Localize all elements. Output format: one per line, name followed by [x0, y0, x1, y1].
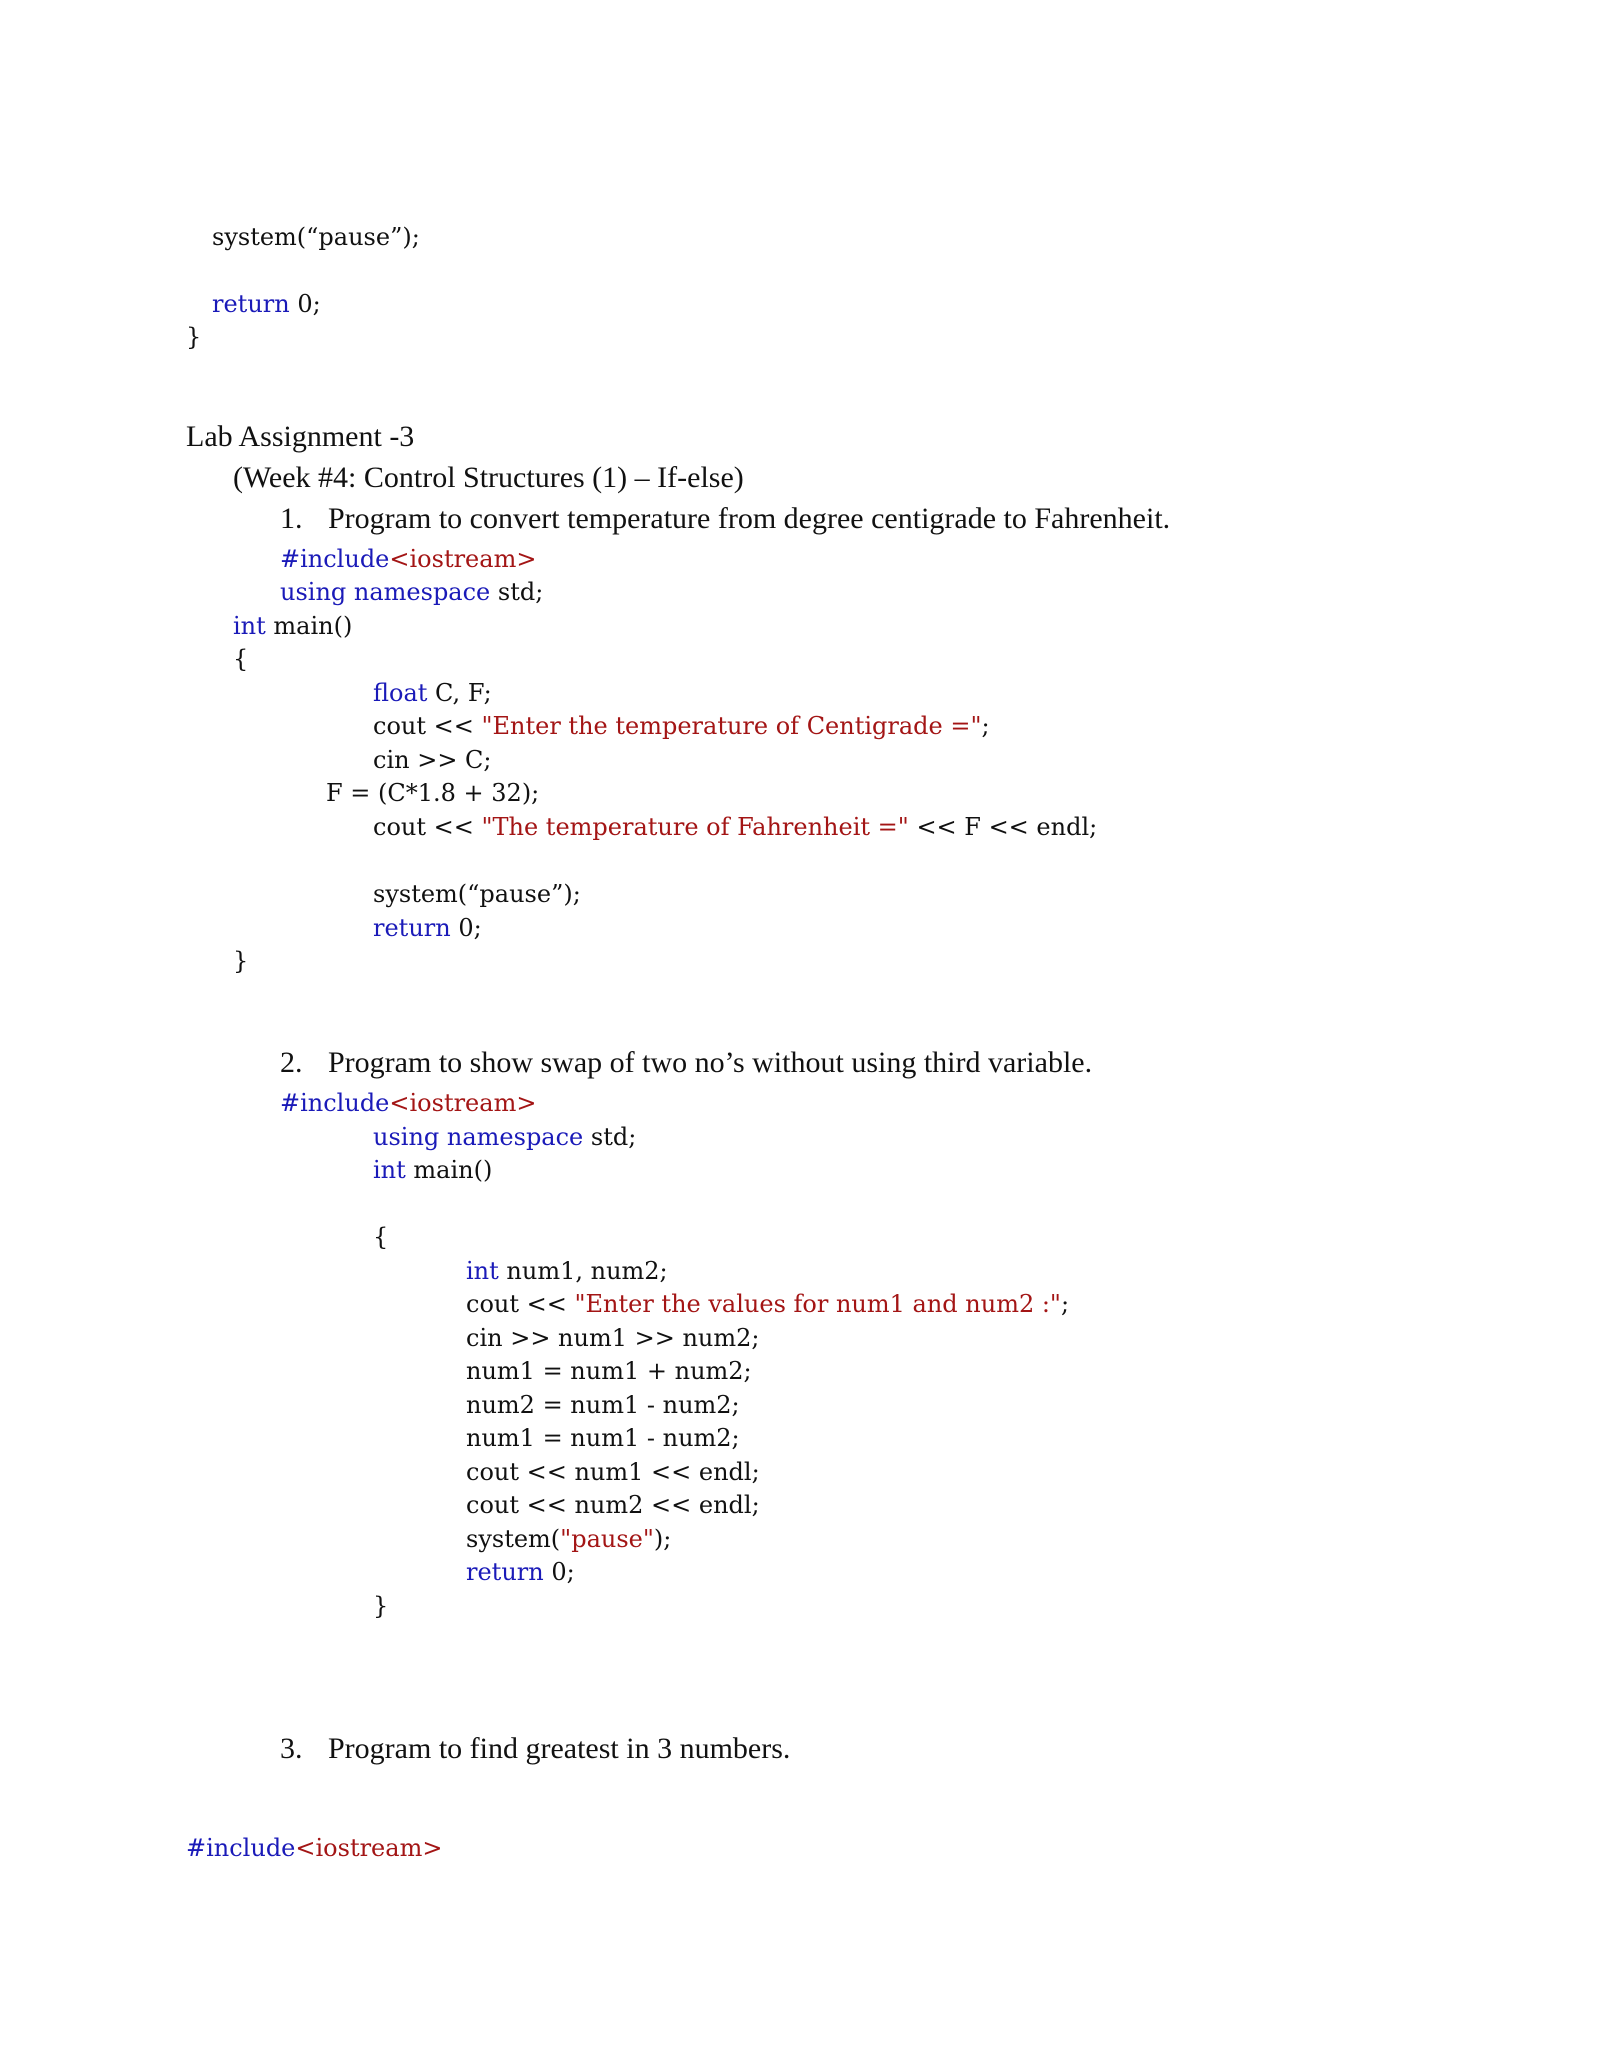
code-line: [373, 1122, 636, 1152]
code-line: [466, 1356, 752, 1386]
include-library: <iostream>: [389, 1089, 537, 1117]
keyword-using: using namespace: [373, 1123, 584, 1151]
code-text: );: [653, 1525, 672, 1553]
code-line: [233, 946, 248, 976]
code-text: num1 = num1 - num2;: [466, 1424, 740, 1452]
list-item: [280, 501, 1170, 537]
code-text: std;: [490, 578, 544, 606]
code-line: [466, 1289, 1069, 1319]
keyword-include: #include: [280, 1089, 390, 1117]
code-line: [373, 745, 492, 775]
string-literal: "Enter the values for num1 and num2 :": [574, 1290, 1061, 1318]
code-text: cout <<: [373, 813, 482, 841]
list-number: 2.: [280, 1046, 303, 1079]
code-text: F = (C*1.8 + 32);: [326, 779, 540, 807]
code-line: [233, 644, 248, 674]
code-text: 0;: [450, 914, 482, 942]
lab-title: Lab Assignment -3: [186, 420, 415, 453]
list-item-title: Program to find greatest in 3 numbers.: [328, 1732, 791, 1765]
code-line: [466, 1490, 760, 1520]
code-line: [373, 1155, 492, 1185]
code-text: main(): [265, 612, 353, 640]
code-text: system(“pause”);: [373, 880, 581, 908]
keyword-include: #include: [280, 545, 390, 573]
code-text: }: [186, 323, 202, 351]
string-literal: "Enter the temperature of Centigrade =": [481, 712, 982, 740]
list-item: [280, 1045, 1092, 1081]
code-text: system(: [466, 1525, 561, 1553]
code-text: ;: [981, 712, 990, 740]
code-line: [212, 222, 420, 252]
code-text: num2 = num1 - num2;: [466, 1391, 740, 1419]
list-item: [280, 1731, 790, 1767]
keyword-float: float: [373, 679, 428, 707]
code-line: [466, 1524, 671, 1554]
list-item-title: Program to convert temperature from degree centigrade to Fahrenheit.: [328, 502, 1171, 535]
code-text: << F << endl;: [908, 813, 1098, 841]
keyword-int: int: [466, 1257, 499, 1285]
keyword-using: using namespace: [280, 578, 491, 606]
code-text: }: [373, 1592, 389, 1620]
code-line: [373, 1222, 388, 1252]
list-item-title: Program to show swap of two no’s without using third variable.: [328, 1046, 1093, 1079]
code-line: [280, 544, 536, 574]
code-line: [466, 1557, 575, 1587]
code-text: C, F;: [427, 679, 492, 707]
code-text: {: [373, 1223, 389, 1251]
string-literal: "pause": [560, 1525, 654, 1553]
code-line: [373, 1591, 388, 1621]
code-text: main(): [405, 1156, 493, 1184]
code-text: }: [233, 947, 249, 975]
code-text: cout <<: [466, 1290, 575, 1318]
code-text: std;: [583, 1123, 637, 1151]
code-line: [186, 1833, 442, 1863]
code-line: [233, 611, 352, 641]
keyword-include: #include: [186, 1834, 296, 1862]
code-line: [373, 678, 492, 708]
keyword-return: return: [466, 1558, 544, 1586]
code-text: cout << num1 << endl;: [466, 1458, 760, 1486]
code-line: [212, 289, 321, 319]
code-text: {: [233, 645, 249, 673]
code-line: [373, 711, 990, 741]
keyword-int: int: [373, 1156, 406, 1184]
code-line: [373, 812, 1097, 842]
list-number: 1.: [280, 502, 303, 535]
code-text: 0;: [289, 290, 321, 318]
string-literal: "The temperature of Fahrenheit =": [481, 813, 909, 841]
lab-subtitle: (Week #4: Control Structures (1) – If-else): [233, 461, 744, 494]
code-text: cin >> C;: [373, 746, 492, 774]
code-line: [280, 577, 543, 607]
code-line: [373, 913, 482, 943]
code-text: system(“pause”);: [212, 223, 420, 251]
include-library: <iostream>: [295, 1834, 443, 1862]
code-text: num1 = num1 + num2;: [466, 1357, 752, 1385]
code-line: [466, 1457, 760, 1487]
code-text: 0;: [543, 1558, 575, 1586]
code-text: cout <<: [373, 712, 482, 740]
keyword-return: return: [373, 914, 451, 942]
code-line: [280, 1088, 536, 1118]
code-line: [466, 1256, 668, 1286]
code-line: [326, 778, 539, 808]
code-line: [373, 879, 581, 909]
code-line: [466, 1323, 760, 1353]
code-text: num1, num2;: [498, 1257, 668, 1285]
keyword-return: return: [212, 290, 290, 318]
include-library: <iostream>: [389, 545, 537, 573]
code-line: [186, 322, 201, 352]
code-text: cout << num2 << endl;: [466, 1491, 760, 1519]
keyword-int: int: [233, 612, 266, 640]
code-line: [466, 1390, 740, 1420]
list-number: 3.: [280, 1732, 303, 1765]
code-text: ;: [1060, 1290, 1070, 1318]
code-text: cin >> num1 >> num2;: [466, 1324, 760, 1352]
code-line: [466, 1423, 740, 1453]
